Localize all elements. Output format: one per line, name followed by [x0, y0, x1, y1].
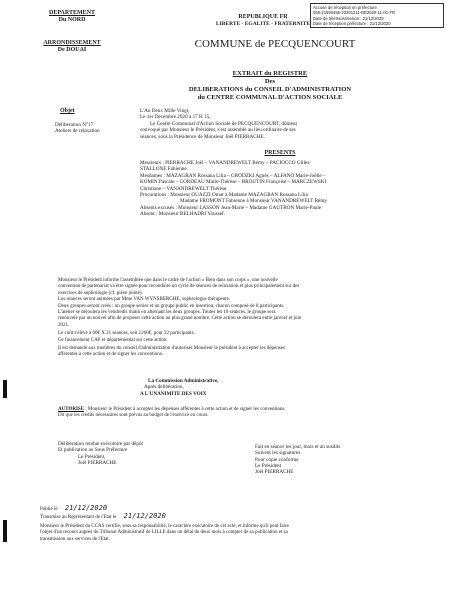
sign-left-line4: Joël PIERRACHE	[78, 459, 117, 466]
body-line: Les séances seront animées par Mme VAN WYNSBERGHE, sophrologue thérapeute.	[58, 297, 231, 303]
body-line: afférentes à cette action et de signer les conventions.	[58, 352, 164, 358]
publie-date: 21/12/2020	[64, 504, 108, 512]
body-line: Le coût s'élève à 60€ X 21 séances, soit 1260€, pour 32 participants.	[58, 331, 195, 337]
body-line: Il est demandé aux membres du conseil d'administration d'autoriser Monsieur le président à accepter les dépenses	[58, 346, 285, 352]
body-line: Monsieur le Président informe l'assemblée que dans le cadre de l'action « Bien dans son corps », une nouvelle	[58, 278, 278, 283]
footer-line: transmission aux services de l'Etat.	[40, 536, 110, 542]
extract-line2: Des	[264, 78, 276, 85]
intro-line4: convoqué par Monsieur le Président, s'est assemblé au lieu ordinaire de ses	[140, 127, 296, 134]
vote-line1: La Commission Administrative,	[148, 378, 219, 384]
presents-line: Absent : Monsieur BELHADRI Youssef.	[140, 211, 226, 218]
presents-line: Madame FROMONT Fabienne à Monsieur VANANDREWELT Rémy	[180, 198, 327, 205]
body-text	[58, 278, 438, 359]
intro-line3: Le Centre Communal d'Action Sociale de PECQUENCOURT, dûment	[150, 120, 297, 127]
presents-line: Christiane – VANANDREWELT Thérèse.	[140, 185, 228, 192]
scan-mark	[3, 520, 7, 542]
vote-line3: A L'UNANIMITE DES VOIX	[140, 390, 207, 397]
arrondissement-heading	[22, 40, 122, 54]
republic-motto: LIBERTE - EGALITE - FRATERNITE	[215, 21, 311, 27]
footer-line: l'objet d'un recours auprès du Tribunal Administratif de LILLE dans un délai de deux mois à compter de sa publication et sa	[40, 530, 288, 536]
arrondissement-label: ARRONDISSEMENT	[43, 40, 101, 46]
extract-line4: du CENTRE COMMUNAL D'ACTION SOCIALE	[197, 94, 343, 101]
body-line: renouvelé par un nouvel afin de proposer cette action au plus grand nombre. Cette action se déroulera entre janvier et juin	[58, 316, 302, 322]
footer-block	[40, 505, 440, 543]
stamp-line3: Date de télétransmission : 21/12/2020	[313, 15, 384, 21]
publie-label: Publié le	[40, 507, 58, 512]
sign-right-line1: Fait en séance les jour, mois et an susdits	[255, 444, 341, 450]
presents-line: Mesdames : MAZAGRAN Rossana Lilia – GRODZKI Agnès – ALFANO Marie-Joëlle –	[140, 172, 326, 179]
body-line: Ce financement CAF et départemental sur cette action.	[58, 337, 168, 343]
presents-line: KOMIN Pascale – CORDEAU Marie-Thérèse – BROUTIN Françoise – MARCZEWSKI	[140, 179, 327, 186]
intro-line1: L'An Deux Mille Vingt,	[140, 108, 190, 114]
presents-list	[140, 160, 440, 218]
deliberation-number: Délibération N°17	[55, 122, 94, 128]
stamp-line4: Date de réception préfecture : 21/12/2020	[313, 20, 391, 26]
sign-right-line5: Joël PIERRACHE	[255, 469, 294, 476]
transmis-date: 21/12/2020	[123, 512, 166, 521]
autorise-line2: Dit que les crédits nécessaires sont prévus au budget de l'exercice en cours.	[58, 413, 209, 419]
prefecture-stamp	[310, 3, 444, 28]
presents-heading: PRESENTS	[264, 150, 296, 156]
intro-line2: Le 1er Décembre 2020 à 17 H 15,	[140, 114, 211, 121]
autorise-label: AUTORISE	[58, 407, 85, 412]
intro-block	[140, 108, 430, 140]
presents-line: Messieurs : PIERRACHE Joël – VANANDREWELT Rémy – PACIOCCO Gilles-	[140, 160, 311, 166]
extract-line1: EXTRAIT du REGISTRE	[232, 70, 308, 77]
intro-line5: séances, sous la Présidence de Monsieur Joël PIERRACHE.	[140, 133, 265, 140]
signature-right	[255, 444, 435, 475]
autorise-line1: : Monsieur le Président à accepter les dépenses afférentes à cette action et de signer les conventions.	[85, 407, 286, 412]
republic-heading	[208, 14, 318, 28]
deliberation-subject: Ateliers de relaxation	[55, 128, 100, 135]
department-heading	[22, 10, 122, 24]
department-label: DEPARTEMENT	[48, 10, 95, 16]
signature-left	[58, 441, 218, 466]
presents-line: Absents excusés : Monsieur LASSON Jean-Marie – Madame GAUTRON Marie-Paule	[140, 204, 322, 211]
body-line: L'atelier se déroulera les vendredis matin en alternant les deux groupes. Toutes les 10 séances, le groupe sera	[58, 310, 276, 316]
sign-right-line4: Le Président	[255, 462, 282, 469]
body-line: convention de partenariat va être signée pour reconduire un cycle de séances de relaxation et plus principalement sur des	[58, 284, 300, 290]
stamp-line2: 059-21590456-20201211-DE2020-11-01-FR	[313, 10, 396, 16]
scan-mark	[3, 380, 7, 398]
commune-title: COMMUNE de PECQUENCOURT	[194, 38, 356, 50]
sign-right-line2: Suivent les signatures	[255, 450, 301, 457]
vote-block	[140, 378, 340, 397]
department-name: Du NORD	[58, 17, 86, 23]
republic-line1: REPUBLIQUE FR	[238, 14, 288, 20]
autorise-block	[58, 407, 443, 420]
objet-label: Objet	[60, 108, 75, 114]
deliberation-info	[55, 122, 135, 135]
vote-line2: Après délibération,	[144, 384, 184, 391]
body-line: exercices de sophrologie (cf. pièce jointe).	[58, 290, 143, 296]
transmis-label: Transmise au Représentant de l'Etat le	[40, 515, 117, 521]
presents-line: Procurations : Monsieur OUAZZI Omar à Madame MAZAGRAN Rossana Lilia	[140, 192, 308, 199]
footer-line: Monsieur le Président du CCAS certifie, sous sa responsabilité, le caractère exécutoire de cet acte, et informe qu'il peut faire	[40, 523, 289, 529]
sign-left-line1: Délibération rendue exécutoire par dépôt	[58, 441, 143, 447]
arrondissement-name: De DOUAI	[57, 47, 87, 53]
extract-title	[120, 70, 420, 102]
sign-right-line3: Pour copie conforme	[255, 456, 299, 463]
presents-line: STALLONE Fabienne.	[140, 166, 188, 173]
body-line: Deux groupes seront créés : un groupe senior et un groupe public en insertion, chacun composé de 8 participants.	[58, 303, 285, 309]
stamp-line1: Accusé de réception en préfecture	[313, 5, 377, 10]
sign-left-line2: Et publication au Sous Préfecture	[58, 447, 128, 454]
extract-line3: DELIBERATIONS du CONSEIL D'ADMINISTRATION	[188, 86, 352, 93]
sign-left-line3: Le Président,	[78, 453, 106, 460]
body-line: 2021.	[58, 322, 70, 328]
